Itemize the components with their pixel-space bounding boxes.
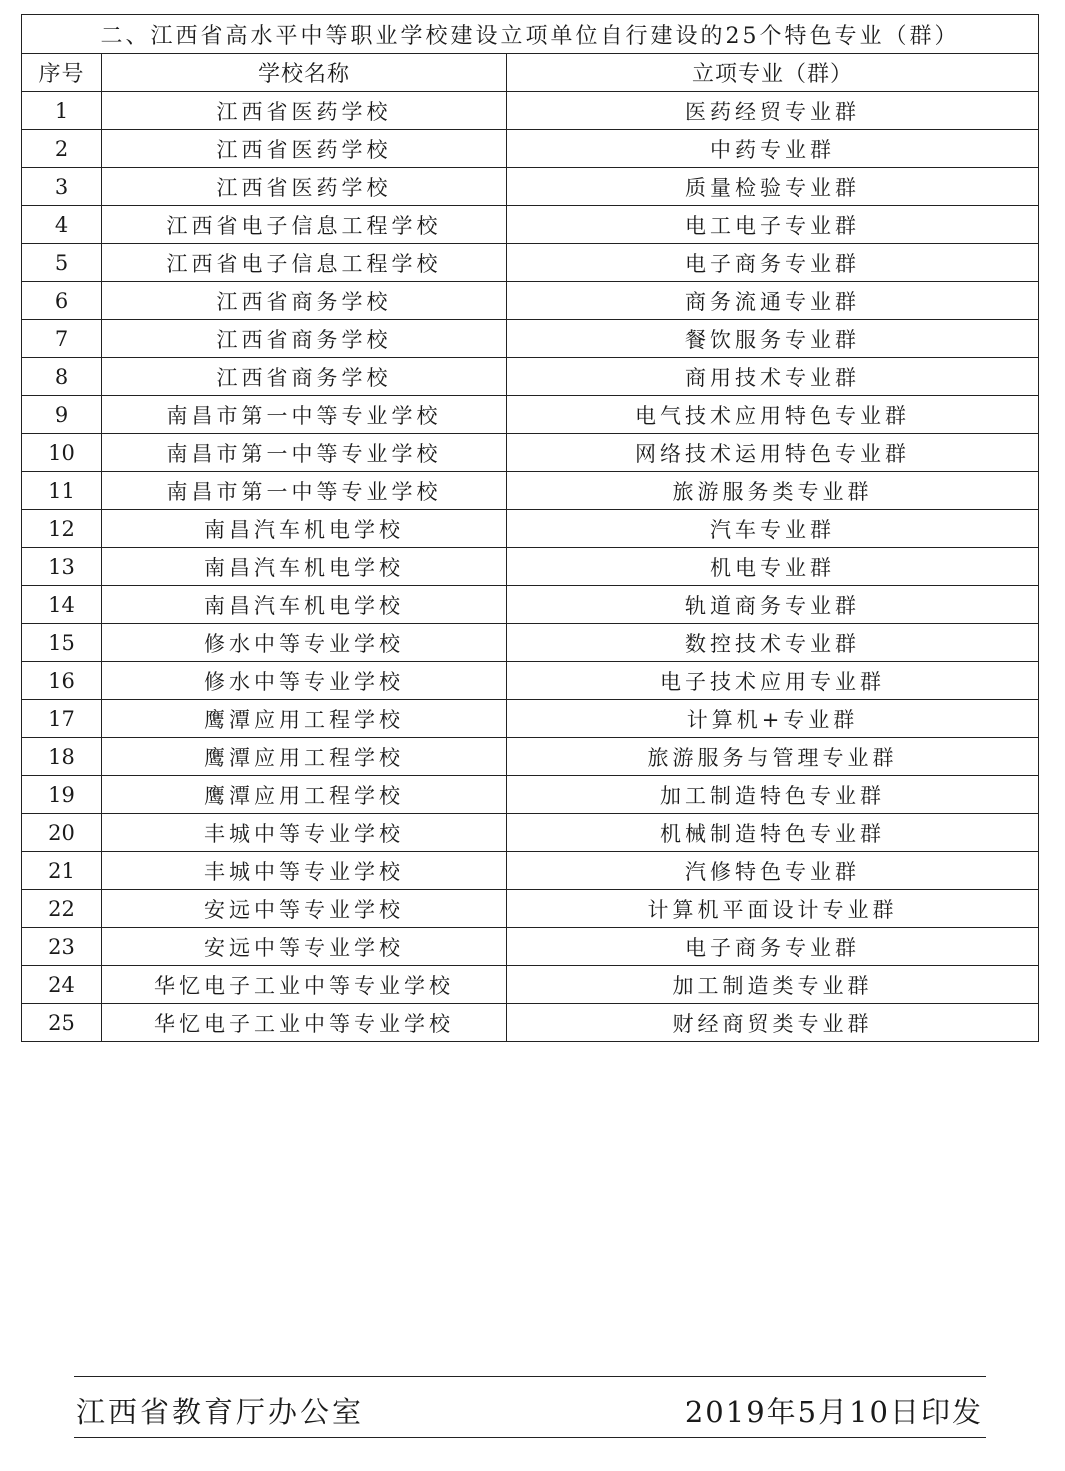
row-major-group: 计算机平面设计专业群 — [507, 890, 1039, 928]
table-row — [22, 358, 1039, 396]
footer-issuer: 江西省教育厅办公室 — [76, 1395, 365, 1429]
row-school-name: 南昌市第一中等专业学校 — [102, 434, 507, 472]
table-row — [22, 472, 1039, 510]
row-major-group: 旅游服务类专业群 — [507, 472, 1039, 510]
row-major-group: 电子商务专业群 — [507, 928, 1039, 966]
table-row — [22, 738, 1039, 776]
header-major: 立项专业（群） — [507, 54, 1039, 92]
table-row — [22, 510, 1039, 548]
row-index: 10 — [22, 434, 102, 472]
table-row — [22, 396, 1039, 434]
row-index: 6 — [22, 282, 102, 320]
row-index: 25 — [22, 1004, 102, 1042]
row-school-name: 江西省电子信息工程学校 — [102, 206, 507, 244]
row-school-name: 江西省医药学校 — [102, 168, 507, 206]
table-row — [22, 434, 1039, 472]
row-major-group: 餐饮服务专业群 — [507, 320, 1039, 358]
row-index: 4 — [22, 206, 102, 244]
table-row — [22, 320, 1039, 358]
table-row — [22, 700, 1039, 738]
table-row — [22, 1004, 1039, 1042]
row-index: 13 — [22, 548, 102, 586]
row-index: 19 — [22, 776, 102, 814]
row-major-group: 计算机+专业群 — [507, 700, 1039, 738]
row-index: 23 — [22, 928, 102, 966]
row-major-group: 加工制造特色专业群 — [507, 776, 1039, 814]
row-major-group: 汽车专业群 — [507, 510, 1039, 548]
row-school-name: 南昌市第一中等专业学校 — [102, 472, 507, 510]
row-school-name: 修水中等专业学校 — [102, 662, 507, 700]
row-major-group: 旅游服务与管理专业群 — [507, 738, 1039, 776]
row-school-name: 华忆电子工业中等专业学校 — [102, 966, 507, 1004]
table-row — [22, 966, 1039, 1004]
row-school-name: 江西省商务学校 — [102, 282, 507, 320]
row-index: 16 — [22, 662, 102, 700]
row-major-group: 商用技术专业群 — [507, 358, 1039, 396]
row-school-name: 丰城中等专业学校 — [102, 852, 507, 890]
row-school-name: 南昌汽车机电学校 — [102, 510, 507, 548]
row-index: 9 — [22, 396, 102, 434]
row-major-group: 网络技术运用特色专业群 — [507, 434, 1039, 472]
row-major-group: 中药专业群 — [507, 130, 1039, 168]
row-index: 22 — [22, 890, 102, 928]
table-row — [22, 282, 1039, 320]
row-index: 15 — [22, 624, 102, 662]
row-school-name: 鹰潭应用工程学校 — [102, 776, 507, 814]
table-header-row — [22, 54, 1039, 92]
row-school-name: 江西省商务学校 — [102, 320, 507, 358]
row-major-group: 轨道商务专业群 — [507, 586, 1039, 624]
row-index: 14 — [22, 586, 102, 624]
row-school-name: 丰城中等专业学校 — [102, 814, 507, 852]
row-major-group: 机械制造特色专业群 — [507, 814, 1039, 852]
row-school-name: 江西省商务学校 — [102, 358, 507, 396]
table-row — [22, 92, 1039, 130]
row-major-group: 电子商务专业群 — [507, 244, 1039, 282]
table-row — [22, 624, 1039, 662]
row-school-name: 安远中等专业学校 — [102, 890, 507, 928]
footer-bottom-rule — [74, 1437, 986, 1438]
row-major-group: 医药经贸专业群 — [507, 92, 1039, 130]
row-major-group: 机电专业群 — [507, 548, 1039, 586]
row-school-name: 江西省医药学校 — [102, 92, 507, 130]
row-index: 5 — [22, 244, 102, 282]
row-school-name: 南昌市第一中等专业学校 — [102, 396, 507, 434]
table-row — [22, 168, 1039, 206]
table-body — [22, 92, 1039, 1042]
row-major-group: 质量检验专业群 — [507, 168, 1039, 206]
row-major-group: 电气技术应用特色专业群 — [507, 396, 1039, 434]
row-major-group: 电子技术应用专业群 — [507, 662, 1039, 700]
table-row — [22, 662, 1039, 700]
row-major-group: 汽修特色专业群 — [507, 852, 1039, 890]
row-school-name: 江西省医药学校 — [102, 130, 507, 168]
row-index: 20 — [22, 814, 102, 852]
table-row — [22, 206, 1039, 244]
row-index: 18 — [22, 738, 102, 776]
row-index: 21 — [22, 852, 102, 890]
row-index: 3 — [22, 168, 102, 206]
project-table — [21, 14, 1039, 1042]
row-index: 2 — [22, 130, 102, 168]
row-school-name: 南昌汽车机电学校 — [102, 586, 507, 624]
row-index: 8 — [22, 358, 102, 396]
row-index: 11 — [22, 472, 102, 510]
row-index: 24 — [22, 966, 102, 1004]
table-caption: 二、江西省高水平中等职业学校建设立项单位自行建设的25个特色专业（群） — [22, 15, 1039, 54]
row-school-name: 安远中等专业学校 — [102, 928, 507, 966]
row-major-group: 财经商贸类专业群 — [507, 1004, 1039, 1042]
table-row — [22, 130, 1039, 168]
table-row — [22, 852, 1039, 890]
row-school-name: 南昌汽车机电学校 — [102, 548, 507, 586]
table-row — [22, 586, 1039, 624]
row-school-name: 华忆电子工业中等专业学校 — [102, 1004, 507, 1042]
row-major-group: 商务流通专业群 — [507, 282, 1039, 320]
footer-top-rule — [74, 1376, 986, 1377]
table-row — [22, 548, 1039, 586]
row-major-group: 加工制造类专业群 — [507, 966, 1039, 1004]
row-school-name: 江西省电子信息工程学校 — [102, 244, 507, 282]
row-school-name: 鹰潭应用工程学校 — [102, 738, 507, 776]
header-school: 学校名称 — [102, 54, 507, 92]
row-index: 17 — [22, 700, 102, 738]
table-row — [22, 776, 1039, 814]
header-index: 序号 — [22, 54, 102, 92]
row-major-group: 电工电子专业群 — [507, 206, 1039, 244]
table-row — [22, 928, 1039, 966]
row-index: 12 — [22, 510, 102, 548]
row-index: 1 — [22, 92, 102, 130]
table-row — [22, 814, 1039, 852]
row-major-group: 数控技术专业群 — [507, 624, 1039, 662]
row-school-name: 修水中等专业学校 — [102, 624, 507, 662]
row-index: 7 — [22, 320, 102, 358]
table-row — [22, 244, 1039, 282]
row-school-name: 鹰潭应用工程学校 — [102, 700, 507, 738]
footer-issue-date: 2019年5月10日印发 — [684, 1395, 983, 1429]
table-row — [22, 890, 1039, 928]
